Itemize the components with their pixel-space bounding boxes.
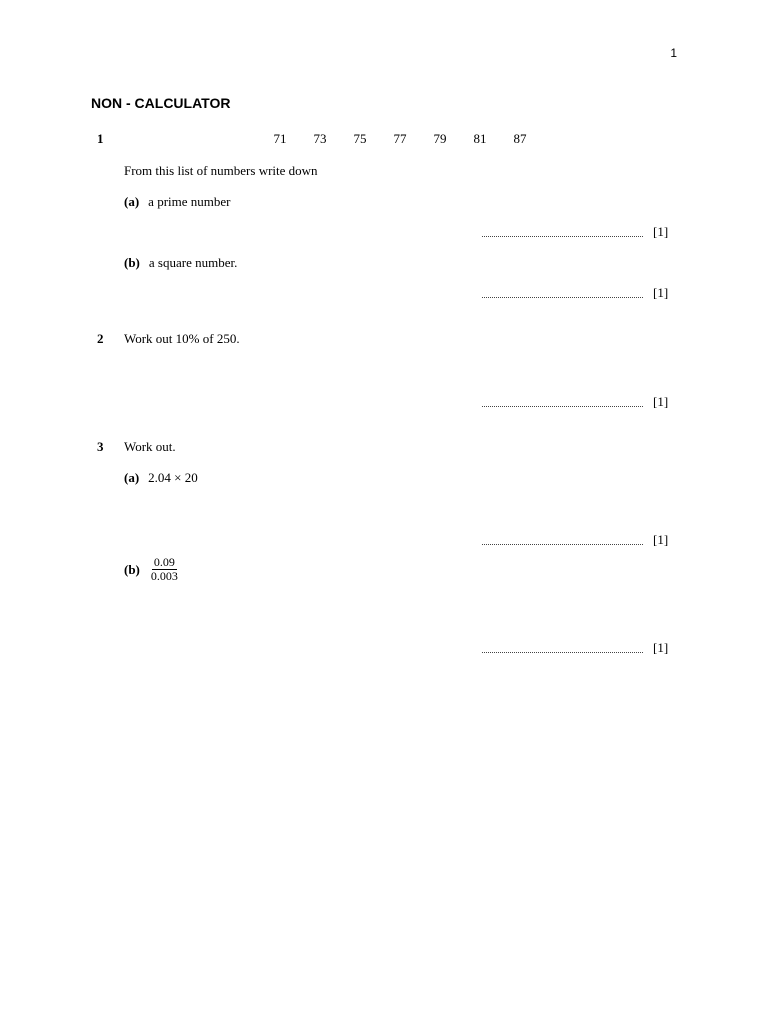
number-list-item: 73: [313, 131, 327, 146]
question-2-number: 2: [97, 331, 104, 346]
number-list-item: 77: [393, 131, 407, 146]
number-list-item: 71: [273, 131, 287, 146]
part-text: 2.04 × 20: [148, 470, 198, 485]
answer-line-3a[interactable]: [482, 532, 668, 548]
question-1a: [124, 194, 230, 210]
number-list-item: 81: [473, 131, 487, 146]
answer-line-3b[interactable]: [482, 640, 668, 656]
question-3a: [124, 470, 198, 486]
number-list-item: 79: [433, 131, 447, 146]
part-label: (b): [124, 561, 140, 577]
marks-label: [1]: [653, 532, 669, 547]
number-list-item: 87: [513, 131, 527, 146]
marks-label: [1]: [653, 224, 669, 239]
answer-line-1a[interactable]: [482, 224, 668, 240]
answer-dots[interactable]: [482, 396, 643, 407]
question-3-number: 3: [97, 439, 104, 454]
question-1-prompt: From this list of numbers write down: [124, 163, 318, 178]
fraction-denominator: 0.003: [150, 569, 178, 583]
question-1b: [124, 255, 237, 271]
marks-label: [1]: [653, 640, 669, 655]
part-text: a square number.: [148, 255, 238, 270]
question-1-number: 1: [97, 131, 104, 146]
answer-dots[interactable]: [482, 226, 643, 237]
question-3b: [124, 556, 180, 583]
answer-dots[interactable]: [482, 642, 643, 653]
part-text: a prime number: [148, 194, 231, 209]
part-label: (b): [124, 255, 140, 270]
answer-line-2[interactable]: [482, 394, 668, 410]
page-number: 1: [670, 46, 677, 60]
part-label: (a): [124, 470, 140, 485]
fraction-numerator: 0.09: [153, 555, 175, 569]
number-list: [260, 131, 540, 147]
fraction: [149, 556, 180, 583]
number-list-item: 75: [353, 131, 367, 146]
answer-line-1b[interactable]: [482, 285, 668, 301]
section-title: NON - CALCULATOR: [91, 95, 231, 111]
answer-dots[interactable]: [482, 534, 643, 545]
question-3-prompt: Work out.: [124, 439, 176, 454]
marks-label: [1]: [653, 285, 669, 300]
answer-dots[interactable]: [482, 287, 643, 298]
question-2-prompt: Work out 10% of 250.: [124, 331, 240, 346]
marks-label: [1]: [653, 394, 669, 409]
part-label: (a): [124, 194, 140, 209]
